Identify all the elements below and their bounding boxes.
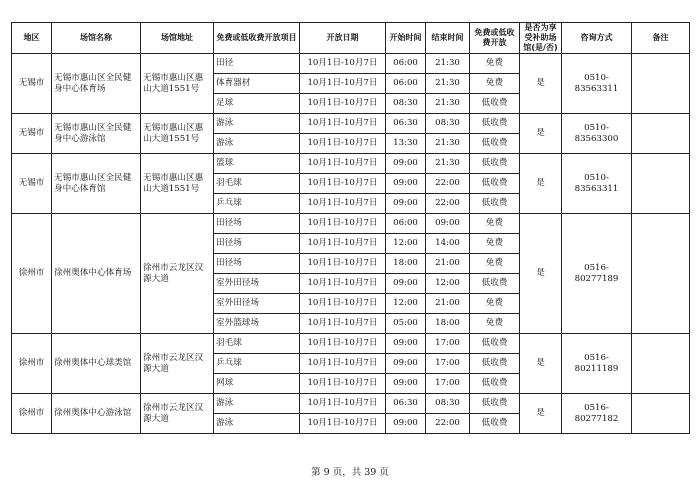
start-time-cell: 09:00 bbox=[386, 354, 426, 374]
table-row bbox=[12, 54, 690, 74]
fee-type-cell: 低收费 bbox=[470, 134, 520, 154]
note-cell bbox=[632, 334, 690, 394]
venue-name-cell: 徐州奥体中心体育场 bbox=[52, 214, 141, 334]
table-row bbox=[12, 394, 690, 414]
fee-type-cell: 免费 bbox=[470, 74, 520, 94]
dates-cell: 10月1日-10月7日 bbox=[300, 54, 386, 74]
end-time-cell: 08:30 bbox=[426, 114, 470, 134]
end-time-cell: 22:00 bbox=[426, 194, 470, 214]
start-time-cell: 12:00 bbox=[386, 234, 426, 254]
dates-cell: 10月1日-10月7日 bbox=[300, 134, 386, 154]
table-row bbox=[12, 154, 690, 174]
header-end-time: 结束时间 bbox=[426, 23, 470, 54]
dates-cell: 10月1日-10月7日 bbox=[300, 254, 386, 274]
start-time-cell: 06:30 bbox=[386, 114, 426, 134]
venue-address-cell: 无锡市惠山区惠山大道1551号 bbox=[141, 114, 214, 154]
end-time-cell: 12:00 bbox=[426, 274, 470, 294]
venue-name-cell: 徐州奥体中心球类馆 bbox=[52, 334, 141, 394]
fee-type-cell: 低收费 bbox=[470, 414, 520, 434]
end-time-cell: 21:30 bbox=[426, 154, 470, 174]
header-start-time: 开始时间 bbox=[386, 23, 426, 54]
start-time-cell: 09:00 bbox=[386, 374, 426, 394]
region-cell: 徐州市 bbox=[12, 214, 52, 334]
project-cell: 游泳 bbox=[214, 414, 300, 434]
header-fee-type: 免费或低收费开放 bbox=[470, 23, 520, 54]
project-cell: 游泳 bbox=[214, 114, 300, 134]
end-time-cell: 21:30 bbox=[426, 94, 470, 114]
table-body bbox=[12, 54, 690, 434]
venue-name-cell: 无锡市惠山区全民健身中心体育馆 bbox=[52, 154, 141, 214]
region-cell: 徐州市 bbox=[12, 334, 52, 394]
region-cell: 无锡市 bbox=[12, 154, 52, 214]
project-cell: 体育器材 bbox=[214, 74, 300, 94]
project-cell: 室外田径场 bbox=[214, 274, 300, 294]
table-row bbox=[12, 114, 690, 134]
dates-cell: 10月1日-10月7日 bbox=[300, 234, 386, 254]
fee-type-cell: 低收费 bbox=[470, 174, 520, 194]
region-cell: 无锡市 bbox=[12, 54, 52, 114]
start-time-cell: 06:00 bbox=[386, 74, 426, 94]
subsidy-cell: 是 bbox=[520, 114, 562, 154]
project-cell: 游泳 bbox=[214, 134, 300, 154]
end-time-cell: 17:00 bbox=[426, 334, 470, 354]
header-region: 地区 bbox=[12, 23, 52, 54]
table-header-row bbox=[12, 23, 690, 54]
venue-name-cell: 无锡市惠山区全民健身中心游泳馆 bbox=[52, 114, 141, 154]
start-time-cell: 06:30 bbox=[386, 394, 426, 414]
end-time-cell: 21:30 bbox=[426, 74, 470, 94]
note-cell bbox=[632, 54, 690, 114]
dates-cell: 10月1日-10月7日 bbox=[300, 114, 386, 134]
end-time-cell: 08:30 bbox=[426, 394, 470, 414]
dates-cell: 10月1日-10月7日 bbox=[300, 94, 386, 114]
start-time-cell: 12:00 bbox=[386, 294, 426, 314]
header-contact: 咨询方式 bbox=[562, 23, 632, 54]
fee-type-cell: 免费 bbox=[470, 214, 520, 234]
contact-cell: 0516-80277189 bbox=[562, 214, 632, 334]
fee-type-cell: 低收费 bbox=[470, 374, 520, 394]
fee-type-cell: 免费 bbox=[470, 294, 520, 314]
project-cell: 田径场 bbox=[214, 234, 300, 254]
project-cell: 田径场 bbox=[214, 214, 300, 234]
subsidy-cell: 是 bbox=[520, 54, 562, 114]
dates-cell: 10月1日-10月7日 bbox=[300, 314, 386, 334]
project-cell: 乒乓球 bbox=[214, 354, 300, 374]
region-cell: 徐州市 bbox=[12, 394, 52, 434]
project-cell: 乒乓球 bbox=[214, 194, 300, 214]
project-cell: 游泳 bbox=[214, 394, 300, 414]
header-open-dates: 开放日期 bbox=[300, 23, 386, 54]
header-subsidy: 是否为享受补助场馆(是/否) bbox=[520, 23, 562, 54]
dates-cell: 10月1日-10月7日 bbox=[300, 334, 386, 354]
note-cell bbox=[632, 114, 690, 154]
project-cell: 田径 bbox=[214, 54, 300, 74]
end-time-cell: 22:00 bbox=[426, 414, 470, 434]
end-time-cell: 21:30 bbox=[426, 54, 470, 74]
header-note: 备注 bbox=[632, 23, 690, 54]
start-time-cell: 09:00 bbox=[386, 194, 426, 214]
project-cell: 田径场 bbox=[214, 254, 300, 274]
project-cell: 室外田径场 bbox=[214, 294, 300, 314]
dates-cell: 10月1日-10月7日 bbox=[300, 394, 386, 414]
header-venue-name: 场馆名称 bbox=[52, 23, 141, 54]
end-time-cell: 21:00 bbox=[426, 254, 470, 274]
dates-cell: 10月1日-10月7日 bbox=[300, 74, 386, 94]
start-time-cell: 09:00 bbox=[386, 154, 426, 174]
venue-address-cell: 无锡市惠山区惠山大道1551号 bbox=[141, 54, 214, 114]
venue-address-cell: 无锡市惠山区惠山大道1551号 bbox=[141, 154, 214, 214]
contact-cell: 0510-83563300 bbox=[562, 114, 632, 154]
fee-type-cell: 低收费 bbox=[470, 334, 520, 354]
venue-address-cell: 徐州市云龙区汉源大道 bbox=[141, 394, 214, 434]
end-time-cell: 22:00 bbox=[426, 174, 470, 194]
subsidy-cell: 是 bbox=[520, 394, 562, 434]
subsidy-cell: 是 bbox=[520, 154, 562, 214]
dates-cell: 10月1日-10月7日 bbox=[300, 414, 386, 434]
page-footer: 第 9 页，共 39 页 bbox=[311, 467, 389, 478]
fee-type-cell: 免费 bbox=[470, 234, 520, 254]
end-time-cell: 21:00 bbox=[426, 294, 470, 314]
dates-cell: 10月1日-10月7日 bbox=[300, 174, 386, 194]
start-time-cell: 05:00 bbox=[386, 314, 426, 334]
fee-type-cell: 低收费 bbox=[470, 194, 520, 214]
subsidy-cell: 是 bbox=[520, 214, 562, 334]
note-cell bbox=[632, 214, 690, 334]
start-time-cell: 18:00 bbox=[386, 254, 426, 274]
dates-cell: 10月1日-10月7日 bbox=[300, 354, 386, 374]
project-cell: 羽毛球 bbox=[214, 174, 300, 194]
table-row bbox=[12, 334, 690, 354]
contact-cell: 0510-83563311 bbox=[562, 154, 632, 214]
header-venue-address: 场馆地址 bbox=[141, 23, 214, 54]
start-time-cell: 09:00 bbox=[386, 174, 426, 194]
fee-type-cell: 免费 bbox=[470, 54, 520, 74]
end-time-cell: 17:00 bbox=[426, 354, 470, 374]
project-cell: 室外篮球场 bbox=[214, 314, 300, 334]
start-time-cell: 09:00 bbox=[386, 414, 426, 434]
dates-cell: 10月1日-10月7日 bbox=[300, 194, 386, 214]
project-cell: 篮球 bbox=[214, 154, 300, 174]
dates-cell: 10月1日-10月7日 bbox=[300, 214, 386, 234]
project-cell: 羽毛球 bbox=[214, 334, 300, 354]
fee-type-cell: 低收费 bbox=[470, 354, 520, 374]
start-time-cell: 09:00 bbox=[386, 334, 426, 354]
fee-type-cell: 低收费 bbox=[470, 114, 520, 134]
note-cell bbox=[632, 154, 690, 214]
contact-cell: 0510-83563311 bbox=[562, 54, 632, 114]
start-time-cell: 09:00 bbox=[386, 274, 426, 294]
venue-address-cell: 徐州市云龙区汉源大道 bbox=[141, 214, 214, 334]
fee-type-cell: 低收费 bbox=[470, 94, 520, 114]
region-cell: 无锡市 bbox=[12, 114, 52, 154]
dates-cell: 10月1日-10月7日 bbox=[300, 154, 386, 174]
fee-type-cell: 低收费 bbox=[470, 394, 520, 414]
dates-cell: 10月1日-10月7日 bbox=[300, 274, 386, 294]
fee-type-cell: 免费 bbox=[470, 314, 520, 334]
note-cell bbox=[632, 394, 690, 434]
start-time-cell: 06:00 bbox=[386, 214, 426, 234]
fee-type-cell: 低收费 bbox=[470, 154, 520, 174]
end-time-cell: 18:00 bbox=[426, 314, 470, 334]
project-cell: 足球 bbox=[214, 94, 300, 114]
venue-name-cell: 无锡市惠山区全民健身中心体育场 bbox=[52, 54, 141, 114]
contact-cell: 0516-80211189 bbox=[562, 334, 632, 394]
project-cell: 网球 bbox=[214, 374, 300, 394]
venue-address-cell: 徐州市云龙区汉源大道 bbox=[141, 334, 214, 394]
dates-cell: 10月1日-10月7日 bbox=[300, 294, 386, 314]
start-time-cell: 08:30 bbox=[386, 94, 426, 114]
contact-cell: 0516-80277182 bbox=[562, 394, 632, 434]
dates-cell: 10月1日-10月7日 bbox=[300, 374, 386, 394]
subsidy-cell: 是 bbox=[520, 334, 562, 394]
end-time-cell: 21:30 bbox=[426, 134, 470, 154]
start-time-cell: 13:30 bbox=[386, 134, 426, 154]
header-open-project: 免费或低收费开放项目 bbox=[214, 23, 300, 54]
fee-type-cell: 免费 bbox=[470, 254, 520, 274]
end-time-cell: 14:00 bbox=[426, 234, 470, 254]
fee-type-cell: 低收费 bbox=[470, 274, 520, 294]
end-time-cell: 09:00 bbox=[426, 214, 470, 234]
start-time-cell: 06:00 bbox=[386, 54, 426, 74]
venue-table bbox=[11, 22, 690, 434]
table-row bbox=[12, 214, 690, 234]
venue-name-cell: 徐州奥体中心游泳馆 bbox=[52, 394, 141, 434]
end-time-cell: 17:00 bbox=[426, 374, 470, 394]
